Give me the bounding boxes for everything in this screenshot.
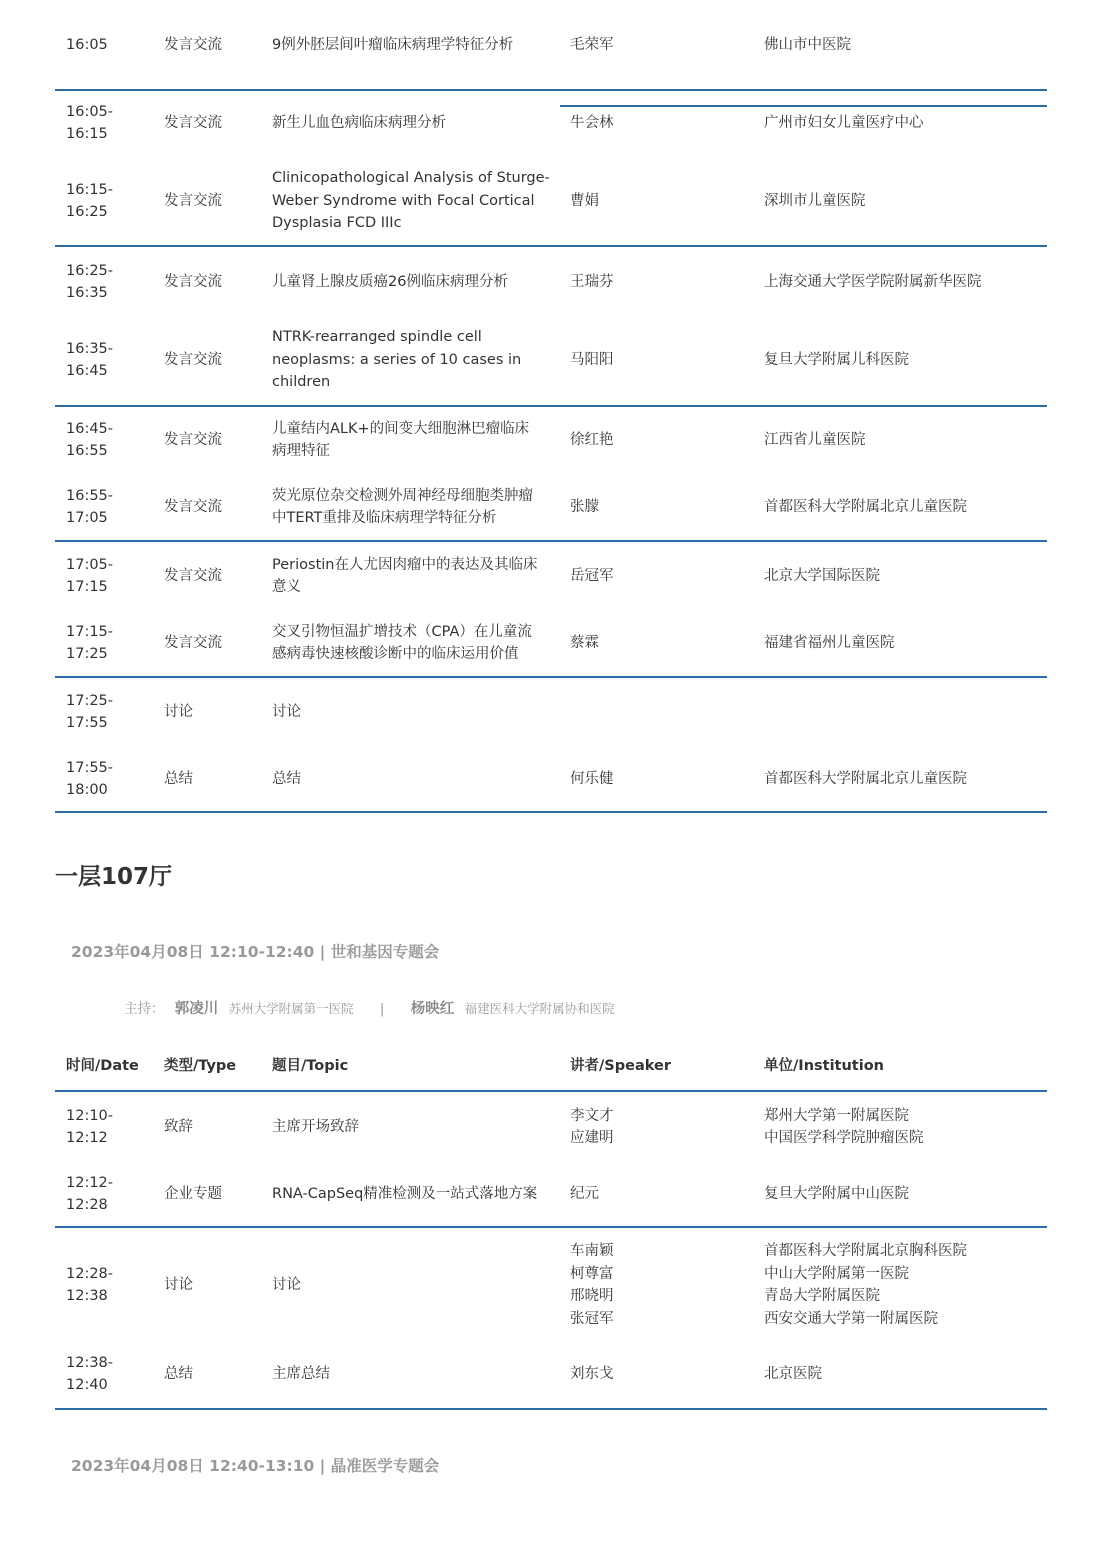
host-name: 杨映红	[410, 1001, 455, 1017]
row-topic: 主席总结	[272, 1365, 330, 1382]
column-header-topic: 题目/Topic	[272, 1057, 349, 1074]
row-time: 16:45- 16:55	[66, 420, 114, 459]
table-divider	[55, 405, 1047, 407]
row-type: 发言交流	[164, 114, 222, 131]
hosts-label: 主持：	[124, 1001, 165, 1017]
table-row	[0, 1103, 1102, 1151]
row-institution: 福建省福州儿童医院	[764, 634, 895, 651]
row-institution: 复旦大学附属中山医院	[764, 1185, 909, 1202]
table-row	[0, 22, 1102, 68]
row-speaker: 何乐健	[570, 770, 614, 787]
host-institution: 苏州大学附属第一医院	[228, 1001, 354, 1016]
row-type: 发言交流	[164, 498, 222, 515]
table-divider	[55, 89, 560, 91]
row-speaker: 徐红艳	[570, 431, 614, 448]
table-divider	[560, 89, 1047, 91]
row-type: 发言交流	[164, 634, 222, 651]
table-row	[0, 99, 1102, 147]
row-speaker: 王瑞芬	[570, 273, 614, 290]
row-time: 16:15- 16:25	[66, 181, 114, 220]
row-topic: 9例外胚层间叶瘤临床病理学特征分析	[272, 36, 514, 53]
row-topic: 新生儿血色病临床病理分析	[272, 114, 446, 131]
table-row	[0, 619, 1102, 667]
row-speaker: 马阳阳	[570, 351, 614, 368]
row-type: 讨论	[164, 703, 193, 720]
row-time: 16:25- 16:35	[66, 262, 114, 301]
row-speaker: 毛荣军	[570, 36, 614, 53]
table-row	[0, 324, 1102, 396]
row-institution: 郑州大学第一附属医院 中国医学科学院肿瘤医院	[764, 1107, 924, 1146]
table-row	[0, 1170, 1102, 1218]
row-institution: 首都医科大学附属北京儿童医院	[764, 770, 967, 787]
table-row	[0, 1350, 1102, 1398]
row-topic: 儿童结内ALK+的间变大细胞淋巴瘤临床 病理特征	[272, 420, 530, 459]
row-time: 17:55- 18:00	[66, 759, 114, 798]
row-institution: 北京大学国际医院	[764, 567, 880, 584]
row-type: 企业专题	[164, 1185, 222, 1202]
column-header-speaker: 讲者/Speaker	[570, 1057, 671, 1074]
row-institution: 广州市妇女儿童医疗中心	[764, 114, 924, 131]
row-type: 发言交流	[164, 431, 222, 448]
row-institution: 首都医科大学附属北京儿童医院	[764, 498, 967, 515]
row-time: 16:55- 17:05	[66, 487, 114, 526]
row-type: 讨论	[164, 1276, 193, 1293]
table-row	[0, 552, 1102, 600]
row-institution: 上海交通大学医学院附属新华医院	[764, 273, 982, 290]
row-time: 12:10- 12:12	[66, 1107, 114, 1146]
table-row	[0, 1239, 1102, 1331]
row-time: 17:25- 17:55	[66, 692, 114, 731]
table-divider	[55, 811, 1047, 813]
row-time: 17:15- 17:25	[66, 623, 114, 662]
row-type: 发言交流	[164, 36, 222, 53]
row-institution: 江西省儿童医院	[764, 431, 866, 448]
table-row	[0, 483, 1102, 531]
table-divider	[55, 676, 1047, 678]
host-separator: |	[379, 1001, 385, 1017]
host-institution: 福建医科大学附属协和医院	[464, 1001, 615, 1016]
session-heading: 2023年04月08日 12:10-12:40 | 世和基因专题会	[71, 943, 440, 961]
table-row	[0, 755, 1102, 803]
row-topic: NTRK-rearranged spindle cell neoplasms: a series of 10 cases in children	[272, 329, 522, 391]
table-divider	[55, 1226, 1047, 1228]
table-divider	[55, 540, 1047, 542]
row-topic: 讨论	[272, 1276, 301, 1293]
row-time: 16:35- 16:45	[66, 340, 114, 379]
row-speaker: 纪元	[570, 1185, 599, 1202]
row-type: 发言交流	[164, 351, 222, 368]
row-type: 致辞	[164, 1118, 193, 1135]
row-topic: Periostin在人尤因肉瘤中的表达及其临床 意义	[272, 556, 538, 595]
row-topic: 总结	[272, 770, 301, 787]
row-time: 12:38- 12:40	[66, 1354, 114, 1393]
row-time: 16:05- 16:15	[66, 103, 114, 142]
table-row	[0, 416, 1102, 464]
row-institution: 佛山市中医院	[764, 36, 851, 53]
table-divider	[55, 1090, 1047, 1092]
host-name: 郭凌川	[174, 1001, 219, 1017]
row-speaker: 岳冠军	[570, 567, 614, 584]
row-time: 12:28- 12:38	[66, 1265, 114, 1304]
table-divider	[55, 1408, 1047, 1410]
row-type: 总结	[164, 1365, 193, 1382]
row-institution: 复旦大学附属儿科医院	[764, 351, 909, 368]
row-type: 发言交流	[164, 273, 222, 290]
row-institution: 深圳市儿童医院	[764, 192, 866, 209]
column-header-institution: 单位/Institution	[764, 1057, 884, 1074]
hall-title: 一层107厅	[55, 864, 173, 890]
row-topic: 交叉引物恒温扩增技术（CPA）在儿童流 感病毒快速核酸诊断中的临床运用价值	[272, 623, 532, 662]
row-time: 12:12- 12:28	[66, 1174, 114, 1213]
table-row	[0, 258, 1102, 306]
row-type: 发言交流	[164, 192, 222, 209]
row-time: 17:05- 17:15	[66, 556, 114, 595]
session-hosts	[124, 998, 615, 1020]
row-time: 16:05	[66, 36, 108, 53]
column-header-time: 时间/Date	[66, 1057, 139, 1074]
row-topic: Clinicopathological Analysis of Sturge- Weber Syndrome with Focal Cortical Dysplasia FCD IIIc	[272, 170, 550, 232]
row-topic: RNA-CapSeq精准检测及一站式落地方案	[272, 1185, 538, 1202]
row-speaker: 曹娟	[570, 192, 599, 209]
row-topic: 荧光原位杂交检测外周神经母细胞类肿瘤 中TERT重排及临床病理学特征分析	[272, 487, 533, 526]
row-topic: 主席开场致辞	[272, 1118, 359, 1135]
column-header-type: 类型/Type	[164, 1057, 237, 1074]
row-topic: 儿童肾上腺皮质癌26例临床病理分析	[272, 273, 508, 290]
table-row	[0, 688, 1102, 736]
row-speaker: 车南颖 柯尊富 邢晓明 张冠军	[570, 1243, 614, 1327]
row-speaker: 张朦	[570, 498, 599, 515]
session-heading: 2023年04月08日 12:40-13:10 | 晶准医学专题会	[71, 1457, 440, 1475]
row-type: 发言交流	[164, 567, 222, 584]
row-topic: 讨论	[272, 703, 301, 720]
row-type: 总结	[164, 770, 193, 787]
table-row	[0, 165, 1102, 237]
row-institution: 北京医院	[764, 1365, 822, 1382]
table-divider	[55, 245, 1047, 247]
row-institution: 首都医科大学附属北京胸科医院 中山大学附属第一医院 青岛大学附属医院 西安交通大学第一附属医院	[764, 1243, 967, 1327]
row-speaker: 牛会林	[570, 114, 614, 131]
row-speaker: 蔡霖	[570, 634, 599, 651]
row-speaker: 刘东戈	[570, 1365, 614, 1382]
table-header	[0, 1048, 1102, 1080]
row-speaker: 李文才 应建明	[570, 1107, 614, 1146]
